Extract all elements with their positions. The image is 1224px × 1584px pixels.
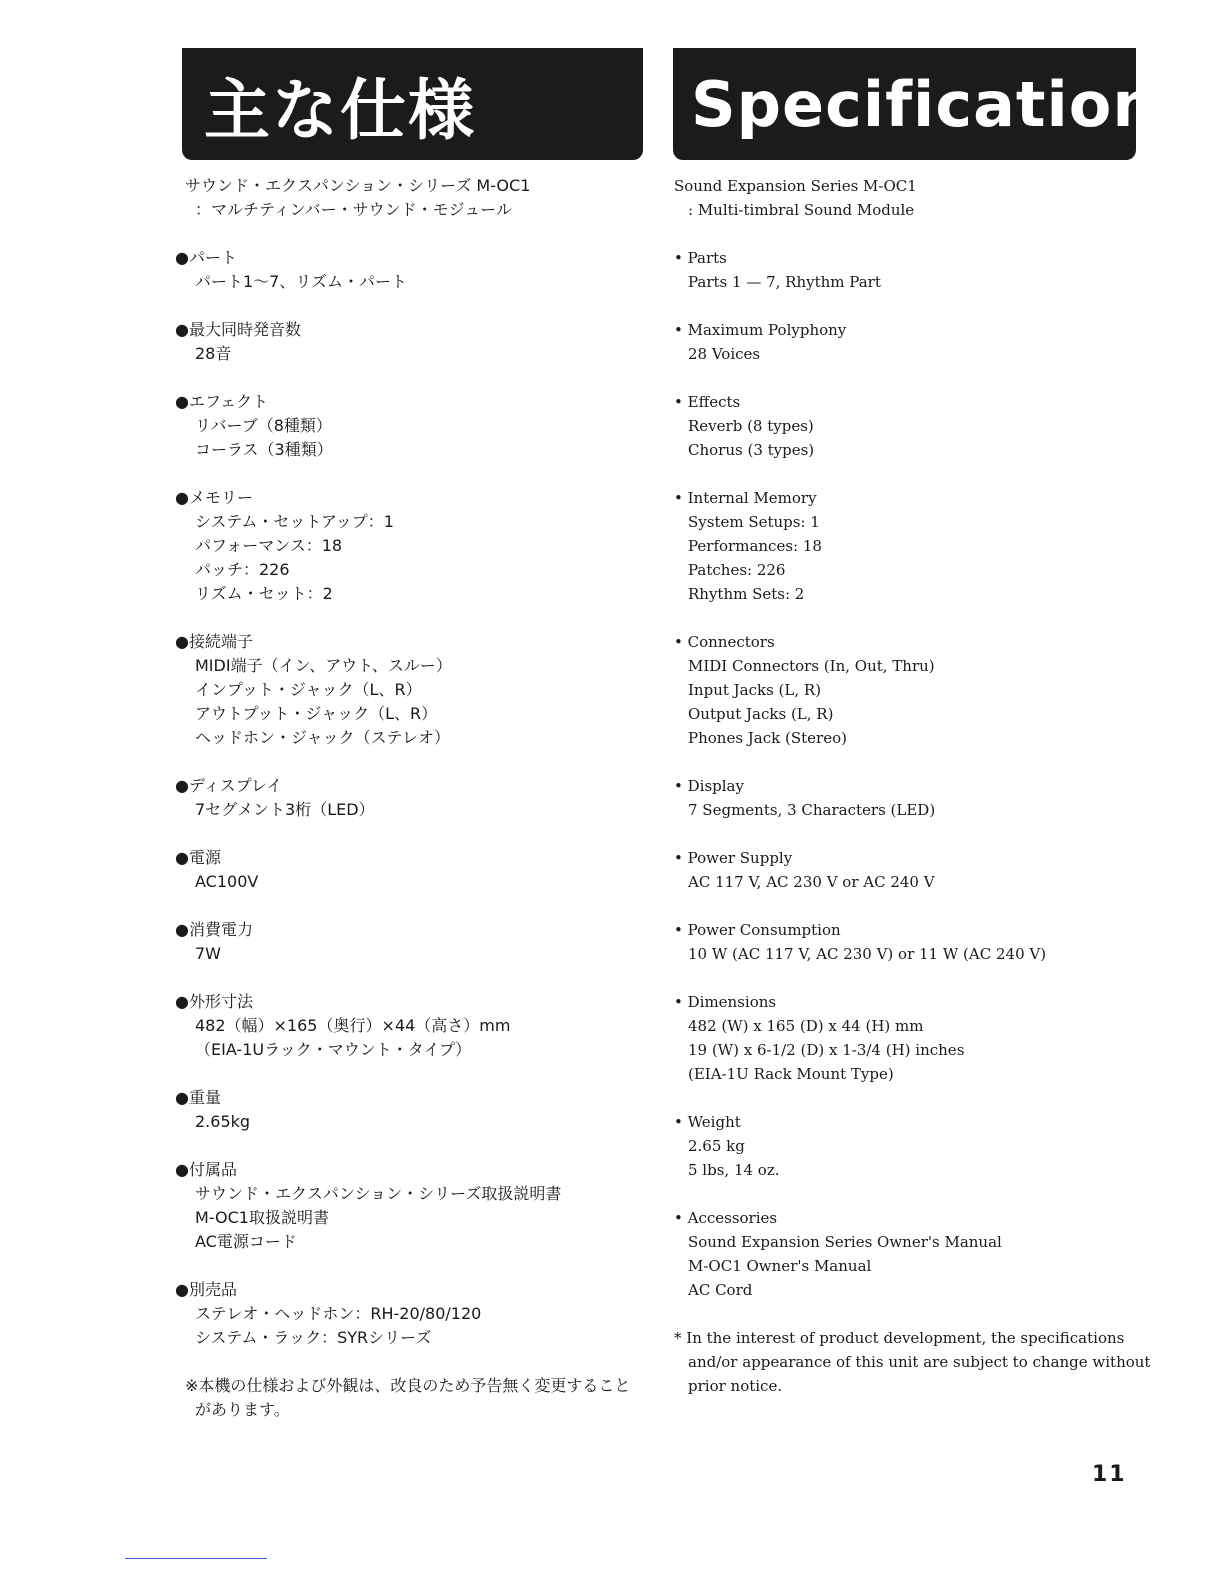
spec-heading-accessories: ●付属品: [175, 1160, 237, 1179]
spec-value: Chorus (3 types): [688, 441, 815, 459]
spec-value: Input Jacks (L, R): [688, 681, 822, 699]
spec-value: システム・ラック：SYRシリーズ: [195, 1328, 432, 1347]
spec-heading-display: ●ディスプレイ: [175, 776, 283, 795]
spec-heading-dimensions: ●外形寸法: [175, 992, 253, 1011]
spacer: [674, 966, 1144, 990]
spec-value: AC 117 V, AC 230 V or AC 240 V: [688, 873, 935, 891]
spec-value: AC Cord: [688, 1281, 753, 1299]
spec-heading-display: • Display: [674, 777, 744, 795]
spec-heading-polyphony: • Maximum Polyphony: [674, 321, 847, 339]
page-number: 11: [1092, 1462, 1127, 1487]
footnote-line: があります。: [195, 1400, 290, 1419]
spec-heading-connectors: • Connectors: [674, 633, 775, 651]
spec-value: パフォーマンス：18: [195, 536, 343, 555]
spec-value: AC電源コード: [195, 1232, 297, 1251]
spec-value: System Setups: 1: [688, 513, 820, 531]
spec-value: Reverb (8 types): [688, 417, 814, 435]
spec-heading-connectors: ●接続端子: [175, 632, 253, 651]
intro-line: ：マルチティンバー・サウンド・モジュール: [195, 200, 512, 219]
spacer: [185, 1254, 655, 1278]
footer-rule: [125, 1558, 267, 1559]
spec-value: Output Jacks (L, R): [688, 705, 834, 723]
spec-heading-weight: ●重量: [175, 1088, 221, 1107]
spacer: [185, 366, 655, 390]
intro-line: Sound Expansion Series M-OC1: [674, 177, 917, 195]
spacer: [674, 222, 1144, 246]
spec-heading-dimensions: • Dimensions: [674, 993, 777, 1011]
spec-heading-options: ●別売品: [175, 1280, 237, 1299]
spacer: [185, 966, 655, 990]
spec-value: M-OC1 Owner's Manual: [688, 1257, 872, 1275]
spacer: [185, 222, 655, 246]
spec-value: 7 Segments, 3 Characters (LED): [688, 801, 936, 819]
spacer: [674, 1086, 1144, 1110]
spec-value: AC100V: [195, 872, 259, 891]
spacer: [185, 1062, 655, 1086]
spec-value: サウンド・エクスパンション・シリーズ取扱説明書: [195, 1184, 562, 1203]
spec-value: システム・セットアップ：1: [195, 512, 394, 531]
en-spec-column: [674, 174, 1151, 1398]
en-page-title: Specifications: [691, 67, 1196, 141]
intro-line: サウンド・エクスパンション・シリーズ M-OC1: [185, 176, 531, 195]
spacer: [185, 750, 655, 774]
jp-title-banner: [182, 48, 643, 160]
spec-value: ヘッドホン・ジャック（ステレオ）: [195, 728, 451, 747]
spec-value: Rhythm Sets: 2: [688, 585, 805, 603]
footnote-line: prior notice.: [688, 1377, 783, 1395]
spacer: [674, 1302, 1144, 1326]
spec-value: 482 (W) x 165 (D) x 44 (H) mm: [688, 1017, 924, 1035]
spec-value: コーラス（3種類）: [195, 440, 333, 459]
spec-value: Sound Expansion Series Owner's Manual: [688, 1233, 1002, 1251]
spec-value: 7W: [195, 944, 221, 963]
spec-value: MIDI Connectors (In, Out, Thru): [688, 657, 935, 675]
spec-heading-effects: • Effects: [674, 393, 741, 411]
spec-value: Parts 1 — 7, Rhythm Part: [688, 273, 881, 291]
spec-heading-power-consumption: • Power Consumption: [674, 921, 841, 939]
spec-value: M-OC1取扱説明書: [195, 1208, 329, 1227]
intro-line: : Multi-timbral Sound Module: [688, 201, 915, 219]
spec-value: 28音: [195, 344, 232, 363]
spec-value: 7セグメント3桁（LED）: [195, 800, 375, 819]
spec-heading-accessories: • Accessories: [674, 1209, 778, 1227]
spec-value: （EIA-1Uラック・マウント・タイプ）: [195, 1040, 472, 1059]
spec-heading-power-supply: • Power Supply: [674, 849, 793, 867]
spacer: [674, 606, 1144, 630]
spacer: [674, 822, 1144, 846]
spacer: [674, 1182, 1144, 1206]
spacer: [185, 606, 655, 630]
footnote-line: * In the interest of product development, the specifications: [674, 1329, 1125, 1347]
spacer: [674, 750, 1144, 774]
spec-heading-parts: ●パート: [175, 248, 237, 267]
spec-heading-memory: • Internal Memory: [674, 489, 817, 507]
spec-value: パート1〜7、リズム・パート: [195, 272, 408, 291]
spec-value: インプット・ジャック（L、R）: [195, 680, 422, 699]
spec-value: ステレオ・ヘッドホン：RH-20/80/120: [195, 1304, 482, 1323]
spec-value: 2.65 kg: [688, 1137, 745, 1155]
spec-heading-polyphony: ●最大同時発音数: [175, 320, 301, 339]
spec-heading-effects: ●エフェクト: [175, 392, 269, 411]
spec-value: (EIA-1U Rack Mount Type): [688, 1065, 894, 1083]
footnote-line: ※本機の仕様および外観は、改良のため予告無く変更すること: [185, 1376, 631, 1395]
spacer: [674, 462, 1144, 486]
spec-value: 482（幅）×165（奥行）×44（高さ）mm: [195, 1016, 511, 1035]
jp-spec-column: [175, 174, 655, 1422]
spec-value: アウトプット・ジャック（L、R）: [195, 704, 438, 723]
spec-value: 28 Voices: [688, 345, 761, 363]
spacer: [185, 294, 655, 318]
jp-page-title: 主な仕様: [204, 71, 476, 149]
spec-value: リズム・セット：2: [195, 584, 333, 603]
spec-value: Phones Jack (Stereo): [688, 729, 847, 747]
spec-heading-parts: • Parts: [674, 249, 727, 267]
spacer: [185, 894, 655, 918]
spec-heading-power-supply: ●電源: [175, 848, 221, 867]
spacer: [674, 366, 1144, 390]
footnote-line: and/or appearance of this unit are subject to change without: [688, 1353, 1151, 1371]
spacer: [674, 294, 1144, 318]
spacer: [674, 894, 1144, 918]
spec-value: リバーブ（8種類）: [195, 416, 332, 435]
spacer: [185, 1350, 655, 1374]
spec-value: 5 lbs, 14 oz.: [688, 1161, 780, 1179]
spec-value: 19 (W) x 6-1/2 (D) x 1-3/4 (H) inches: [688, 1041, 965, 1059]
spec-value: パッチ：226: [195, 560, 290, 579]
spec-heading-weight: • Weight: [674, 1113, 741, 1131]
spec-value: Patches: 226: [688, 561, 786, 579]
spec-value: 10 W (AC 117 V, AC 230 V) or 11 W (AC 240 V): [688, 945, 1047, 963]
spec-value: Performances: 18: [688, 537, 822, 555]
en-title-banner: [673, 48, 1196, 160]
spec-heading-memory: ●メモリー: [175, 488, 253, 507]
spec-heading-power-consumption: ●消費電力: [175, 920, 253, 939]
spacer: [185, 822, 655, 846]
spec-value: 2.65kg: [195, 1112, 251, 1131]
spacer: [185, 462, 655, 486]
spec-value: MIDI端子（イン、アウト、スルー）: [195, 656, 452, 675]
spacer: [185, 1134, 655, 1158]
